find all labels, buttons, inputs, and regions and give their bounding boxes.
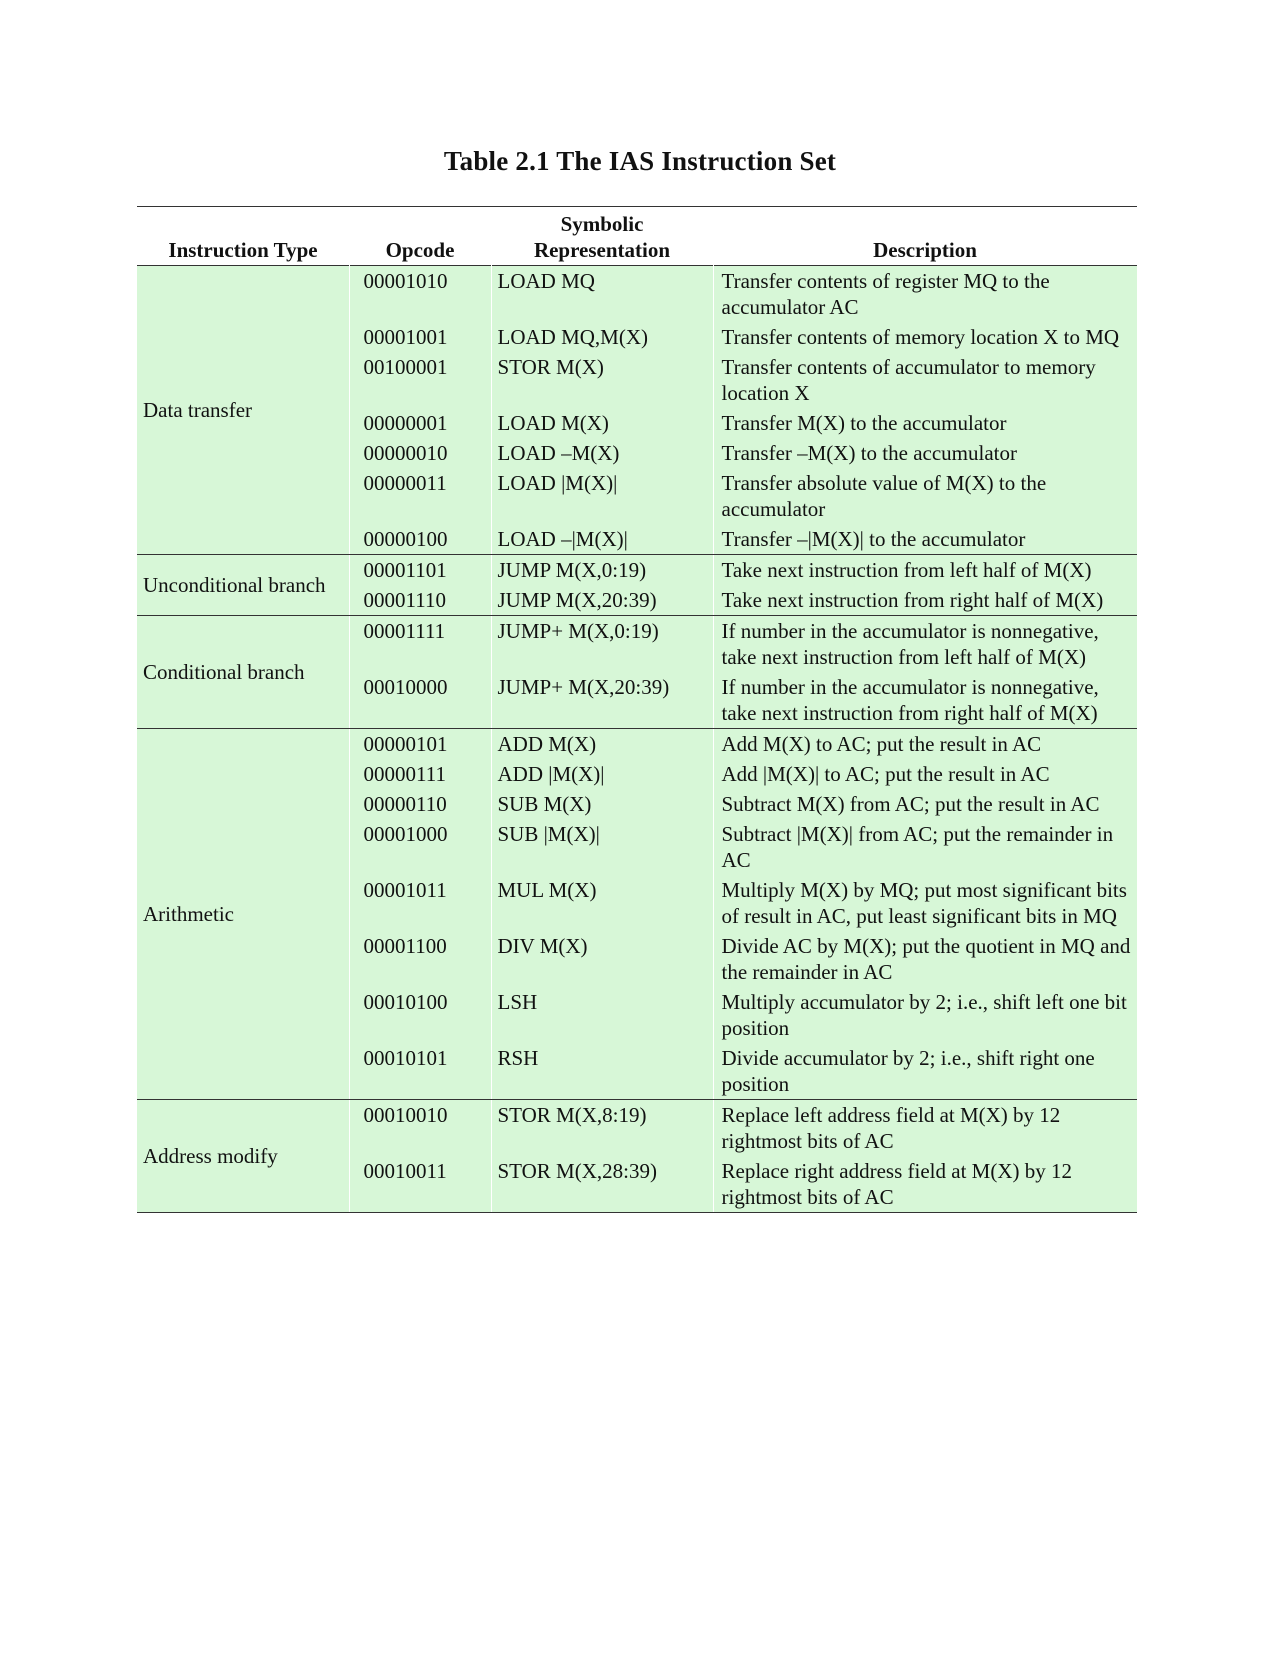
symbolic-representation-cell: RSH — [491, 1043, 713, 1100]
symbolic-representation-cell: LOAD MQ,M(X) — [491, 322, 713, 352]
description-cell: Transfer M(X) to the accumulator — [713, 408, 1137, 438]
description-cell: Take next instruction from right half of M(X) — [713, 585, 1137, 616]
table-body — [137, 266, 1137, 1213]
symbolic-representation-cell: JUMP+ M(X,20:39) — [491, 672, 713, 729]
description-cell: If number in the accumulator is nonnegative, take next instruction from right half of M(X) — [713, 672, 1137, 729]
description-cell: Replace left address field at M(X) by 12 rightmost bits of AC — [713, 1100, 1137, 1157]
opcode-cell: 00000111 — [349, 759, 491, 789]
opcode-cell: 00000001 — [349, 408, 491, 438]
opcode-cell: 00100001 — [349, 352, 491, 408]
instruction-type-cell: Arithmetic — [137, 729, 349, 1100]
header-opcode: Opcode — [349, 207, 491, 266]
opcode-cell: 00010100 — [349, 987, 491, 1043]
instruction-type-cell: Unconditional branch — [137, 555, 349, 616]
opcode-cell: 00010000 — [349, 672, 491, 729]
table-row — [137, 729, 1137, 760]
opcode-cell: 00001110 — [349, 585, 491, 616]
description-cell: If number in the accumulator is nonnegative, take next instruction from left half of M(X) — [713, 616, 1137, 673]
symbolic-representation-cell: LOAD –|M(X)| — [491, 524, 713, 555]
symbolic-representation-cell: MUL M(X) — [491, 875, 713, 931]
opcode-cell: 00010101 — [349, 1043, 491, 1100]
table-title: Table 2.1 The IAS Instruction Set — [443, 146, 837, 176]
opcode-cell: 00010010 — [349, 1100, 491, 1157]
description-cell: Subtract |M(X)| from AC; put the remainder in AC — [713, 819, 1137, 875]
opcode-cell: 00000101 — [349, 729, 491, 760]
table-row — [137, 616, 1137, 673]
table-row — [137, 1100, 1137, 1157]
opcode-cell: 00001000 — [349, 819, 491, 875]
description-cell: Add |M(X)| to AC; put the result in AC — [713, 759, 1137, 789]
description-cell: Transfer absolute value of M(X) to the accumulator — [713, 468, 1137, 524]
symbolic-representation-cell: STOR M(X) — [491, 352, 713, 408]
symbolic-representation-cell: LOAD M(X) — [491, 408, 713, 438]
header-row — [137, 207, 1137, 266]
opcode-cell: 00000010 — [349, 438, 491, 468]
description-cell: Transfer –M(X) to the accumulator — [713, 438, 1137, 468]
instruction-table — [137, 206, 1137, 1213]
table-row — [137, 555, 1137, 586]
opcode-cell: 00000110 — [349, 789, 491, 819]
table-row — [137, 266, 1137, 323]
opcode-cell: 00001101 — [349, 555, 491, 586]
opcode-cell: 00001010 — [349, 266, 491, 323]
header-description: Description — [713, 207, 1137, 266]
symbolic-representation-cell: SUB |M(X)| — [491, 819, 713, 875]
description-cell: Multiply accumulator by 2; i.e., shift left one bit position — [713, 987, 1137, 1043]
symbolic-representation-cell: LOAD –M(X) — [491, 438, 713, 468]
description-cell: Multiply M(X) by MQ; put most significant bits of result in AC, put least significant bits in MQ — [713, 875, 1137, 931]
description-cell: Subtract M(X) from AC; put the result in AC — [713, 789, 1137, 819]
description-cell: Replace right address field at M(X) by 12 rightmost bits of AC — [713, 1156, 1137, 1213]
description-cell: Divide accumulator by 2; i.e., shift right one position — [713, 1043, 1137, 1100]
symbolic-representation-cell: STOR M(X,28:39) — [491, 1156, 713, 1213]
opcode-cell: 00001001 — [349, 322, 491, 352]
header-instruction-type: Instruction Type — [137, 207, 349, 266]
symbolic-representation-cell: LOAD MQ — [491, 266, 713, 323]
description-cell: Transfer –|M(X)| to the accumulator — [713, 524, 1137, 555]
symbolic-representation-cell: JUMP M(X,20:39) — [491, 585, 713, 616]
symbolic-representation-cell: LSH — [491, 987, 713, 1043]
description-cell: Transfer contents of memory location X to MQ — [713, 322, 1137, 352]
opcode-cell: 00010011 — [349, 1156, 491, 1213]
symbolic-representation-cell: ADD |M(X)| — [491, 759, 713, 789]
symbolic-representation-cell: LOAD |M(X)| — [491, 468, 713, 524]
symbolic-representation-cell: SUB M(X) — [491, 789, 713, 819]
instruction-type-cell: Data transfer — [137, 266, 349, 555]
instruction-type-cell: Address modify — [137, 1100, 349, 1213]
symbolic-representation-cell: STOR M(X,8:19) — [491, 1100, 713, 1157]
symbolic-representation-cell: DIV M(X) — [491, 931, 713, 987]
description-cell: Add M(X) to AC; put the result in AC — [713, 729, 1137, 760]
opcode-cell: 00001100 — [349, 931, 491, 987]
description-cell: Divide AC by M(X); put the quotient in MQ and the remainder in AC — [713, 931, 1137, 987]
description-cell: Take next instruction from left half of M(X) — [713, 555, 1137, 586]
opcode-cell: 00000011 — [349, 468, 491, 524]
opcode-cell: 00001111 — [349, 616, 491, 673]
opcode-cell: 00000100 — [349, 524, 491, 555]
description-cell: Transfer contents of accumulator to memory location X — [713, 352, 1137, 408]
opcode-cell: 00001011 — [349, 875, 491, 931]
header-symbolic-representation: Symbolic Representation — [491, 207, 713, 266]
symbolic-representation-cell: JUMP M(X,0:19) — [491, 555, 713, 586]
table-header — [137, 207, 1137, 266]
symbolic-representation-cell: JUMP+ M(X,0:19) — [491, 616, 713, 673]
description-cell: Transfer contents of register MQ to the accumulator AC — [713, 266, 1137, 323]
symbolic-representation-cell: ADD M(X) — [491, 729, 713, 760]
instruction-type-cell: Conditional branch — [137, 616, 349, 729]
instruction-table-container — [137, 206, 1137, 1213]
